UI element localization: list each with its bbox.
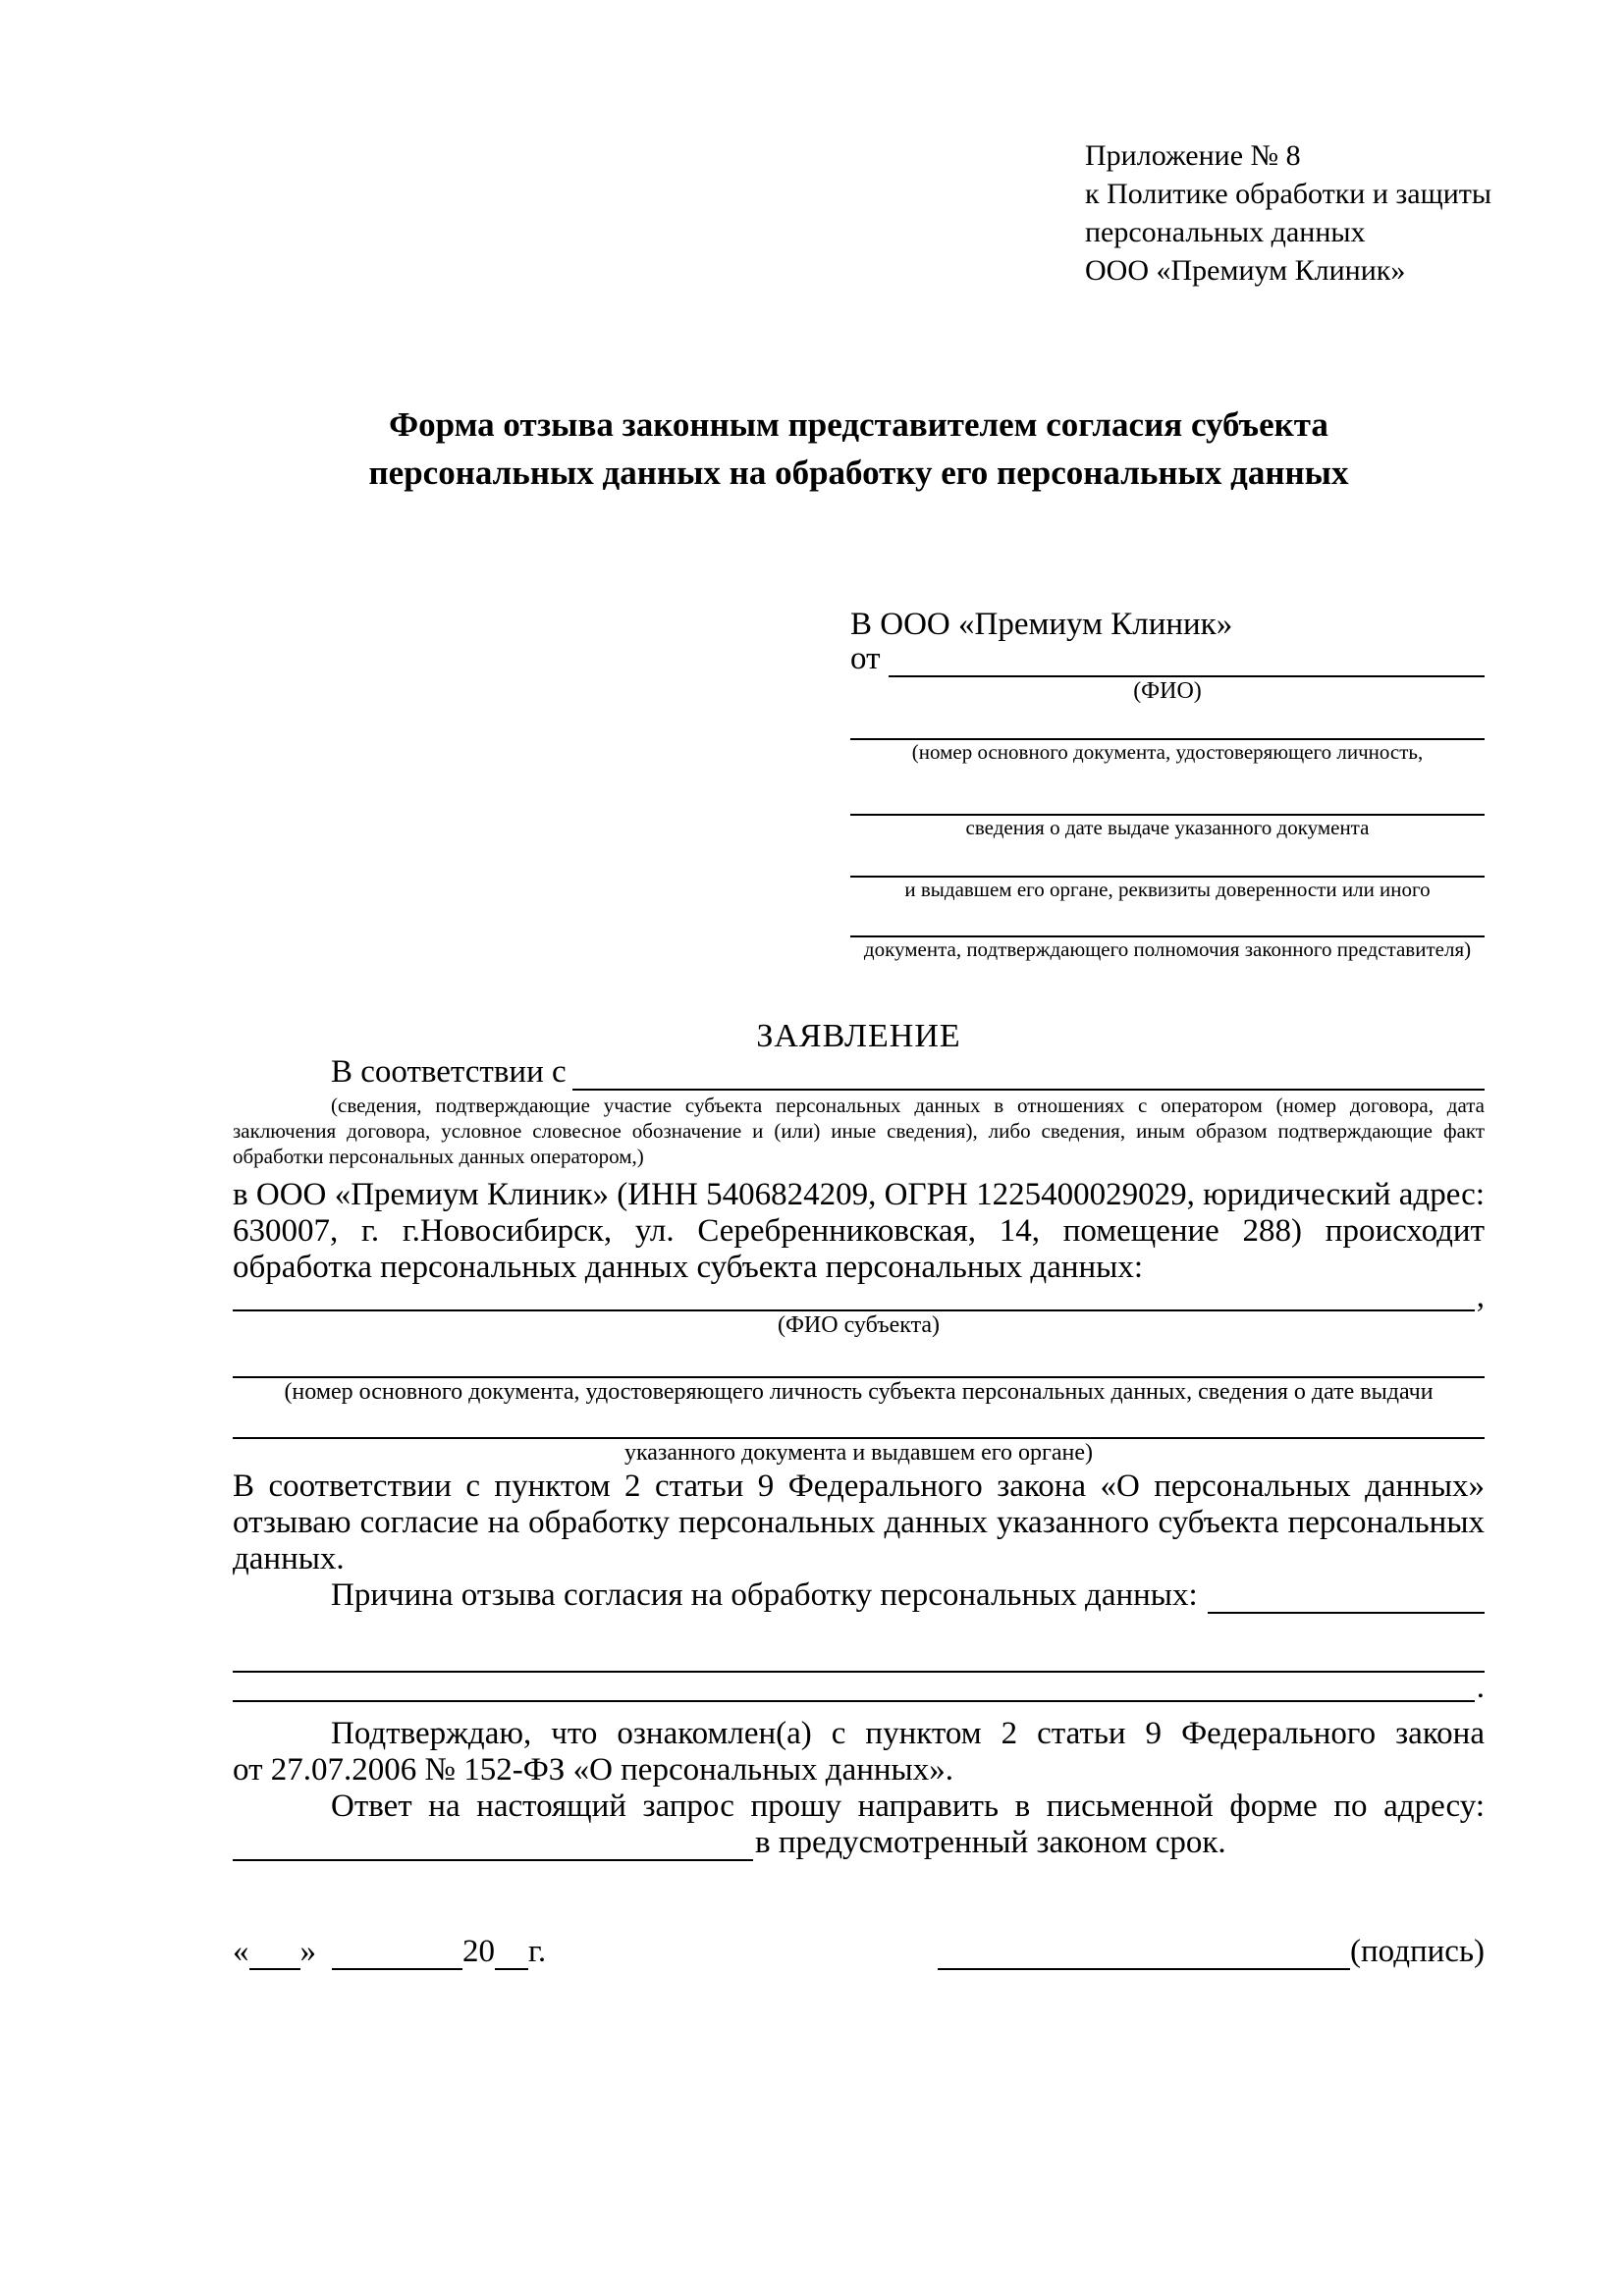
representative-doc-blank-line (850, 705, 1485, 740)
accordance-row (233, 1054, 1485, 1091)
reason-blank-line (233, 1614, 1485, 1673)
reason-blank-row (233, 1670, 1485, 1705)
reply-address-blank-line (233, 1855, 753, 1861)
operator-paragraph-line: обработка персональных данных субъекта персональных данных: (233, 1250, 1143, 1285)
date-close-quote: » (299, 1934, 316, 1969)
withdrawal-paragraph-line: отзываю согласие на обработку персональных данных указанного субъекта персональных (233, 1505, 1485, 1540)
reason-row (233, 1577, 1485, 1614)
subject-doc-blank-line (233, 1339, 1485, 1378)
confirmation-paragraph (233, 1716, 1485, 1789)
statement-body (233, 1054, 1485, 1861)
subject-fio-caption: (ФИО субъекта) (777, 1312, 941, 1338)
title-line: персональных данных на обработку его персональных данных (368, 454, 1349, 492)
subject-doc-caption: (номер основного документа, удостоверяющего личность субъекта персональных данных, сведения о дате выдачи (284, 1379, 1434, 1405)
accordance-label: В соответствии с (331, 1054, 567, 1090)
reason-blank-line (1208, 1608, 1485, 1614)
statement-heading: ЗАЯВЛЕНИЕ (756, 1018, 961, 1054)
title-line: Форма отзыва законным представителем согласия субъекта (389, 405, 1328, 444)
representative-doc-caption: и выдавшем его органе, реквизиты доверенности или иного (904, 878, 1431, 901)
reason-trailing-period: . (1476, 1670, 1485, 1705)
date-century: 20 (462, 1934, 495, 1969)
accordance-caption (233, 1093, 1485, 1169)
appendix-line: Приложение № 8 (1085, 139, 1301, 172)
from-row (850, 641, 1485, 677)
withdrawal-paragraph-line: данных. (233, 1541, 345, 1576)
subject-doc-caption: указанного документа и выдавшем его органе) (623, 1440, 1094, 1466)
reason-label: Причина отзыва согласия на обработку персональных данных: (331, 1577, 1198, 1613)
addressee-organization: В ООО «Премиум Клиник» (850, 607, 1233, 642)
operator-paragraph-line: 630007, г. г.Новосибирск, ул. Серебренниковская, 14, помещение 288) происходит (233, 1213, 1485, 1249)
from-label: от (850, 641, 881, 676)
subject-fio-trailing-comma: , (1476, 1279, 1485, 1314)
addressee-block (850, 605, 1485, 962)
appendix-line: персональных данных (1085, 216, 1366, 248)
representative-doc-caption: (номер основного документа, удостоверяющего личность, (911, 740, 1424, 764)
reply-address-row (233, 1825, 1485, 1861)
accordance-blank-line (572, 1085, 1485, 1091)
signature-caption: (подпись) (1350, 1934, 1485, 1969)
date-year-suffix: г. (528, 1934, 547, 1969)
representative-doc-blank-line (850, 902, 1485, 937)
representative-doc-blank-line (850, 765, 1485, 816)
subject-fio-row (233, 1279, 1485, 1314)
date-field (233, 1933, 546, 1970)
confirmation-paragraph-line: Подтверждаю, что ознакомлен(а) с пунктом 2 статьи 9 Федерального закона (331, 1716, 1485, 1751)
reply-label: Ответ на настоящий запрос прошу направить в письменной форме по адресу: (331, 1789, 1485, 1824)
representative-doc-caption: документа, подтверждающего полномочия законного представителя) (863, 937, 1472, 961)
confirmation-paragraph-line: от 27.07.2006 № 152-ФЗ «О персональных данных». (233, 1752, 953, 1788)
reason-blank-line (233, 1696, 1475, 1702)
reply-suffix: в предусмотренный законом срок. (755, 1825, 1226, 1860)
signature-row (233, 1927, 1485, 1970)
representative-doc-blank-line (850, 840, 1485, 878)
signature-blank-line (938, 1963, 1350, 1970)
accordance-caption-line: (сведения, подтверждающие участие субъекта персональных данных в отношениях с оператором (номер договора, дата (331, 1094, 1485, 1117)
representative-doc-caption: сведения о дате выдаче указанного документа (965, 816, 1370, 839)
fio-caption: (ФИО) (1133, 678, 1202, 704)
appendix-line: к Политике обработки и защиты (1085, 178, 1492, 210)
date-day-blank-line (249, 1963, 300, 1970)
signature-field (938, 1933, 1485, 1970)
date-year-blank-line (495, 1963, 528, 1970)
subject-doc-blank-line (233, 1406, 1485, 1439)
date-month-blank-line (332, 1963, 462, 1970)
appendix-note (1085, 136, 1491, 290)
appendix-line: ООО «Премиум Клиник» (1085, 254, 1406, 287)
operator-paragraph (233, 1177, 1485, 1286)
withdrawal-paragraph (233, 1468, 1485, 1577)
document-title (233, 400, 1485, 497)
accordance-caption-line: обработки персональных данных оператором,) (233, 1145, 644, 1168)
date-open-quote: « (233, 1934, 249, 1969)
withdrawal-paragraph-line: В соответствии с пунктом 2 статьи 9 Федерального закона «О персональных данных» (233, 1468, 1485, 1504)
accordance-caption-line: заключения договора, условное словесное обозначение и (или) иные сведения), либо сведения, иным образом подтверждающие факт (233, 1119, 1485, 1143)
operator-paragraph-line: в ООО «Премиум Клиник» (ИНН 5406824209, ОГРН 1225400029029, юридический адрес: (233, 1177, 1485, 1212)
